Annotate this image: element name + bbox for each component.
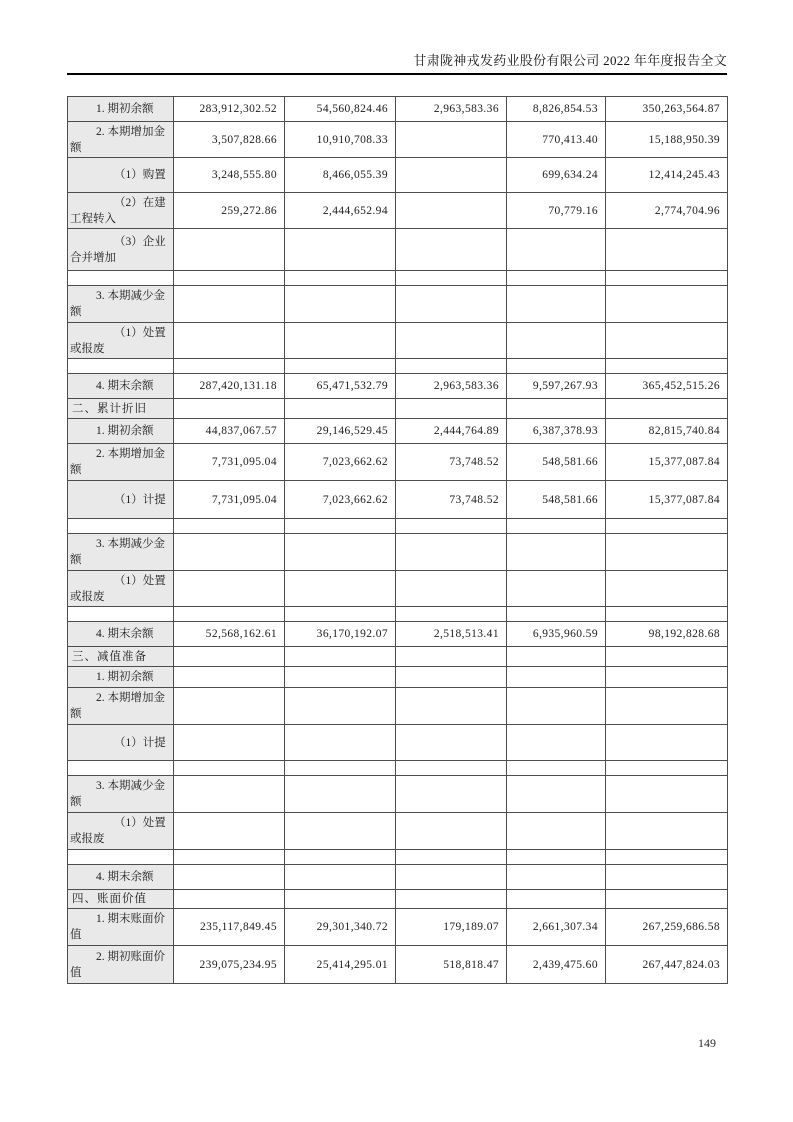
table-row bbox=[68, 419, 728, 444]
value-cell bbox=[174, 850, 285, 865]
value-cell bbox=[285, 688, 396, 725]
value-cell bbox=[285, 667, 396, 688]
row-label-cell bbox=[68, 519, 174, 534]
row-label-cell: （3）企业合并增加 bbox=[68, 229, 174, 271]
value-cell bbox=[174, 725, 285, 761]
header-divider bbox=[67, 73, 727, 75]
value-cell bbox=[285, 229, 396, 271]
value-cell: 70,779.16 bbox=[507, 193, 606, 229]
value-cell bbox=[174, 399, 285, 419]
row-label-cell: 2. 本期增加金额 bbox=[68, 444, 174, 481]
row-label-cell: 3. 本期减少金额 bbox=[68, 534, 174, 571]
value-cell bbox=[285, 890, 396, 909]
row-label-cell: 4. 期末余额 bbox=[68, 374, 174, 399]
value-cell bbox=[396, 271, 507, 286]
row-label-cell: 2. 本期增加金额 bbox=[68, 688, 174, 725]
table-row bbox=[68, 286, 728, 323]
value-cell bbox=[396, 647, 507, 667]
value-cell bbox=[285, 761, 396, 776]
row-label-cell bbox=[68, 761, 174, 776]
value-cell: 8,466,055.39 bbox=[285, 158, 396, 193]
value-cell bbox=[174, 890, 285, 909]
value-cell bbox=[606, 229, 728, 271]
value-cell: 73,748.52 bbox=[396, 481, 507, 519]
value-cell bbox=[285, 850, 396, 865]
value-cell: 15,188,950.39 bbox=[606, 122, 728, 158]
value-cell: 15,377,087.84 bbox=[606, 481, 728, 519]
value-cell bbox=[606, 667, 728, 688]
row-label-cell: 4. 期末余额 bbox=[68, 622, 174, 647]
value-cell bbox=[174, 271, 285, 286]
fixed-assets-table bbox=[67, 96, 728, 984]
value-cell bbox=[285, 534, 396, 571]
value-cell bbox=[174, 667, 285, 688]
value-cell bbox=[285, 865, 396, 890]
value-cell bbox=[606, 286, 728, 323]
row-label-cell: （1）计提 bbox=[68, 725, 174, 761]
table-row bbox=[68, 946, 728, 984]
value-cell bbox=[174, 647, 285, 667]
value-cell bbox=[507, 229, 606, 271]
value-cell: 350,263,564.87 bbox=[606, 97, 728, 122]
row-label-cell: （2）在建工程转入 bbox=[68, 193, 174, 229]
value-cell bbox=[396, 850, 507, 865]
value-cell bbox=[174, 571, 285, 607]
value-cell bbox=[174, 519, 285, 534]
value-cell: 7,023,662.62 bbox=[285, 481, 396, 519]
value-cell bbox=[285, 647, 396, 667]
row-label-cell: （1）购置 bbox=[68, 158, 174, 193]
value-cell: 15,377,087.84 bbox=[606, 444, 728, 481]
value-cell bbox=[174, 359, 285, 374]
table-row bbox=[68, 481, 728, 519]
value-cell bbox=[606, 359, 728, 374]
report-header-title: 甘肃陇神戎发药业股份有限公司 2022 年年度报告全文 bbox=[413, 53, 727, 68]
table-row bbox=[68, 890, 728, 909]
value-cell: 2,518,513.41 bbox=[396, 622, 507, 647]
value-cell bbox=[174, 323, 285, 359]
table-row bbox=[68, 158, 728, 193]
value-cell bbox=[507, 323, 606, 359]
value-cell bbox=[606, 399, 728, 419]
value-cell bbox=[285, 286, 396, 323]
value-cell bbox=[396, 688, 507, 725]
value-cell bbox=[285, 813, 396, 850]
row-label-cell: 1. 期初余额 bbox=[68, 97, 174, 122]
value-cell: 283,912,302.52 bbox=[174, 97, 285, 122]
value-cell bbox=[507, 761, 606, 776]
value-cell: 2,963,583.36 bbox=[396, 97, 507, 122]
table-row bbox=[68, 647, 728, 667]
value-cell bbox=[174, 813, 285, 850]
value-cell bbox=[396, 571, 507, 607]
value-cell: 3,248,555.80 bbox=[174, 158, 285, 193]
value-cell bbox=[174, 688, 285, 725]
value-cell bbox=[285, 323, 396, 359]
value-cell bbox=[174, 761, 285, 776]
value-cell bbox=[606, 607, 728, 622]
value-cell: 25,414,295.01 bbox=[285, 946, 396, 984]
value-cell bbox=[606, 519, 728, 534]
value-cell: 98,192,828.68 bbox=[606, 622, 728, 647]
value-cell bbox=[606, 890, 728, 909]
value-cell bbox=[507, 813, 606, 850]
value-cell: 8,826,854.53 bbox=[507, 97, 606, 122]
value-cell: 179,189.07 bbox=[396, 909, 507, 946]
table-row bbox=[68, 97, 728, 122]
value-cell: 267,447,824.03 bbox=[606, 946, 728, 984]
value-cell bbox=[285, 607, 396, 622]
value-cell: 259,272.86 bbox=[174, 193, 285, 229]
value-cell: 73,748.52 bbox=[396, 444, 507, 481]
row-label-cell: 3. 本期减少金额 bbox=[68, 286, 174, 323]
value-cell bbox=[507, 647, 606, 667]
table-row bbox=[68, 865, 728, 890]
value-cell bbox=[396, 534, 507, 571]
value-cell bbox=[507, 271, 606, 286]
value-cell bbox=[507, 890, 606, 909]
value-cell bbox=[606, 647, 728, 667]
table-row bbox=[68, 776, 728, 813]
value-cell: 699,634.24 bbox=[507, 158, 606, 193]
value-cell: 7,731,095.04 bbox=[174, 444, 285, 481]
value-cell bbox=[396, 519, 507, 534]
value-cell bbox=[396, 890, 507, 909]
value-cell bbox=[174, 229, 285, 271]
value-cell: 82,815,740.84 bbox=[606, 419, 728, 444]
value-cell bbox=[396, 158, 507, 193]
value-cell bbox=[174, 534, 285, 571]
value-cell: 65,471,532.79 bbox=[285, 374, 396, 399]
table-row bbox=[68, 813, 728, 850]
value-cell bbox=[396, 761, 507, 776]
value-cell: 54,560,824.46 bbox=[285, 97, 396, 122]
row-label-cell bbox=[68, 850, 174, 865]
value-cell bbox=[396, 193, 507, 229]
value-cell: 2,444,652.94 bbox=[285, 193, 396, 229]
value-cell bbox=[285, 359, 396, 374]
table-row bbox=[68, 374, 728, 399]
row-label-cell: 三、减值准备 bbox=[68, 647, 174, 667]
table-row bbox=[68, 534, 728, 571]
value-cell: 7,731,095.04 bbox=[174, 481, 285, 519]
value-cell bbox=[606, 865, 728, 890]
value-cell: 548,581.66 bbox=[507, 444, 606, 481]
table-row bbox=[68, 122, 728, 158]
value-cell: 6,387,378.93 bbox=[507, 419, 606, 444]
value-cell: 44,837,067.57 bbox=[174, 419, 285, 444]
value-cell: 548,581.66 bbox=[507, 481, 606, 519]
table-row bbox=[68, 193, 728, 229]
value-cell: 770,413.40 bbox=[507, 122, 606, 158]
value-cell bbox=[606, 813, 728, 850]
row-label-cell bbox=[68, 607, 174, 622]
value-cell bbox=[174, 607, 285, 622]
value-cell bbox=[606, 534, 728, 571]
row-label-cell: 2. 期初账面价值 bbox=[68, 946, 174, 984]
value-cell bbox=[396, 359, 507, 374]
spacer-row bbox=[68, 850, 728, 865]
value-cell: 365,452,515.26 bbox=[606, 374, 728, 399]
table-row bbox=[68, 667, 728, 688]
value-cell bbox=[396, 725, 507, 761]
row-label-cell: （1）处置或报废 bbox=[68, 323, 174, 359]
value-cell bbox=[396, 399, 507, 419]
value-cell: 12,414,245.43 bbox=[606, 158, 728, 193]
row-label-cell bbox=[68, 359, 174, 374]
value-cell bbox=[507, 607, 606, 622]
value-cell: 36,170,192.07 bbox=[285, 622, 396, 647]
table-row bbox=[68, 444, 728, 481]
value-cell: 52,568,162.61 bbox=[174, 622, 285, 647]
value-cell bbox=[396, 286, 507, 323]
value-cell: 7,023,662.62 bbox=[285, 444, 396, 481]
value-cell bbox=[396, 607, 507, 622]
row-label-cell: 4. 期末余额 bbox=[68, 865, 174, 890]
value-cell: 6,935,960.59 bbox=[507, 622, 606, 647]
value-cell: 2,439,475.60 bbox=[507, 946, 606, 984]
spacer-row bbox=[68, 359, 728, 374]
table-row bbox=[68, 323, 728, 359]
row-label-cell: （1）处置或报废 bbox=[68, 813, 174, 850]
value-cell bbox=[174, 865, 285, 890]
spacer-row bbox=[68, 519, 728, 534]
value-cell: 29,146,529.45 bbox=[285, 419, 396, 444]
row-label-cell: 二、累计折旧 bbox=[68, 399, 174, 419]
value-cell bbox=[285, 571, 396, 607]
row-label-cell: （1）计提 bbox=[68, 481, 174, 519]
value-cell: 239,075,234.95 bbox=[174, 946, 285, 984]
value-cell bbox=[285, 271, 396, 286]
value-cell bbox=[606, 776, 728, 813]
spacer-row bbox=[68, 761, 728, 776]
spacer-row bbox=[68, 271, 728, 286]
table-row bbox=[68, 571, 728, 607]
value-cell: 9,597,267.93 bbox=[507, 374, 606, 399]
value-cell bbox=[396, 813, 507, 850]
value-cell: 287,420,131.18 bbox=[174, 374, 285, 399]
value-cell bbox=[396, 229, 507, 271]
value-cell bbox=[174, 286, 285, 323]
value-cell bbox=[507, 286, 606, 323]
value-cell: 2,774,704.96 bbox=[606, 193, 728, 229]
value-cell bbox=[396, 323, 507, 359]
table-row bbox=[68, 725, 728, 761]
value-cell: 235,117,849.45 bbox=[174, 909, 285, 946]
value-cell bbox=[606, 761, 728, 776]
value-cell bbox=[507, 399, 606, 419]
value-cell bbox=[507, 534, 606, 571]
table-row bbox=[68, 399, 728, 419]
value-cell bbox=[606, 571, 728, 607]
value-cell: 2,444,764.89 bbox=[396, 419, 507, 444]
value-cell bbox=[285, 725, 396, 761]
value-cell bbox=[507, 725, 606, 761]
value-cell: 29,301,340.72 bbox=[285, 909, 396, 946]
value-cell: 2,661,307.34 bbox=[507, 909, 606, 946]
value-cell bbox=[606, 271, 728, 286]
value-cell bbox=[507, 688, 606, 725]
row-label-cell: 2. 本期增加金额 bbox=[68, 122, 174, 158]
row-label-cell: 1. 期初余额 bbox=[68, 667, 174, 688]
value-cell bbox=[507, 667, 606, 688]
value-cell bbox=[174, 776, 285, 813]
row-label-cell: （1）处置或报废 bbox=[68, 571, 174, 607]
value-cell bbox=[396, 667, 507, 688]
value-cell bbox=[507, 776, 606, 813]
value-cell bbox=[507, 519, 606, 534]
value-cell bbox=[507, 865, 606, 890]
value-cell bbox=[285, 519, 396, 534]
value-cell: 2,963,583.36 bbox=[396, 374, 507, 399]
value-cell: 518,818.47 bbox=[396, 946, 507, 984]
row-label-cell bbox=[68, 271, 174, 286]
table-body bbox=[68, 97, 728, 984]
page-number: 149 bbox=[698, 1036, 716, 1050]
row-label-cell: 3. 本期减少金额 bbox=[68, 776, 174, 813]
value-cell bbox=[606, 688, 728, 725]
value-cell bbox=[396, 122, 507, 158]
value-cell bbox=[507, 850, 606, 865]
value-cell: 10,910,708.33 bbox=[285, 122, 396, 158]
value-cell bbox=[606, 725, 728, 761]
value-cell bbox=[285, 399, 396, 419]
spacer-row bbox=[68, 607, 728, 622]
value-cell bbox=[396, 865, 507, 890]
value-cell bbox=[507, 359, 606, 374]
table-row bbox=[68, 688, 728, 725]
value-cell: 3,507,828.66 bbox=[174, 122, 285, 158]
table-row bbox=[68, 229, 728, 271]
table-row bbox=[68, 909, 728, 946]
value-cell bbox=[606, 323, 728, 359]
row-label-cell: 1. 期末账面价值 bbox=[68, 909, 174, 946]
value-cell bbox=[606, 850, 728, 865]
value-cell: 267,259,686.58 bbox=[606, 909, 728, 946]
row-label-cell: 1. 期初余额 bbox=[68, 419, 174, 444]
value-cell bbox=[285, 776, 396, 813]
value-cell bbox=[507, 571, 606, 607]
row-label-cell: 四、账面价值 bbox=[68, 890, 174, 909]
table-row bbox=[68, 622, 728, 647]
value-cell bbox=[396, 776, 507, 813]
